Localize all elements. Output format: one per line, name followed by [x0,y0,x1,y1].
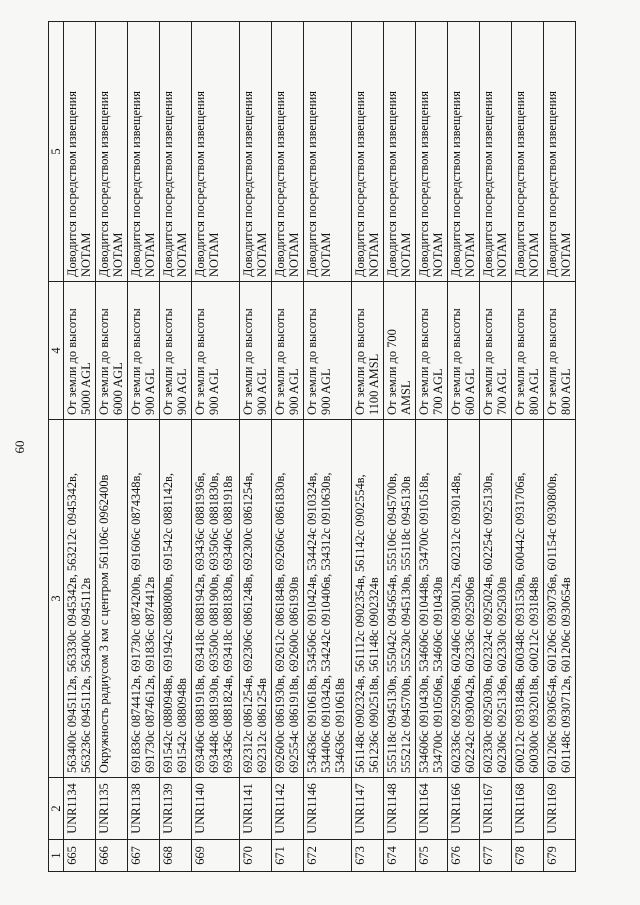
activation-notice-line: Доводится посредством извещения [513,91,527,277]
area-coordinates [96,420,128,778]
vertical-limits-line: 900 AGL [207,368,221,415]
column-header: 2 [49,778,64,840]
activation-notice-line: NOTAM [319,232,333,277]
table-row [512,22,544,872]
area-coordinates [544,420,576,778]
area-code: UNR1140 [192,778,240,840]
vertical-limits-line: 800 AGL [527,368,541,415]
row-number: 670 [240,840,272,872]
activation-notice-line: NOTAM [463,232,477,277]
area-code: UNR1138 [128,778,160,840]
area-code: UNR1166 [448,778,480,840]
activation-notice-line: NOTAM [399,232,413,277]
activation-notice [480,22,512,282]
vertical-limits [64,282,96,420]
table-row [192,22,240,872]
area-code: UNR1142 [272,778,304,840]
row-number: 669 [192,840,240,872]
area-coordinates-line: 692600с 0861930в, 692612с 0861848в, 692606с 0861830в, [273,472,287,773]
area-coordinates-line: 555118с 0945130в, 555042с 0945654в, 555106с 0945700в, [385,473,399,773]
activation-notice [512,22,544,282]
row-number: 679 [544,840,576,872]
area-coordinates [272,420,304,778]
area-coordinates-line: 534636с 0910618в [333,678,347,773]
area-coordinates [240,420,272,778]
vertical-limits-line: От земли до высоты [193,308,207,415]
area-coordinates-line: 691542с 0880948в, 691942с 0880800в, 691542с 0881142в, [161,473,175,773]
activation-notice-line: Доводится посредством извещения [481,91,495,277]
area-coordinates-line: 602330с 0925030в, 602324с 0925024в, 602254с 0925130в, [481,472,495,773]
area-coordinates-line: 563400с 0945112в, 563330с 0945342в, 563212с 0945342в, [65,473,79,773]
vertical-limits [240,282,272,420]
area-code: UNR1148 [384,778,416,840]
activation-notice-line: NOTAM [367,232,381,277]
row-number: 666 [96,840,128,872]
area-code: UNR1135 [96,778,128,840]
area-coordinates-line: 691730с 0874612в, 691836с 0874412в [143,576,157,773]
activation-notice-line: NOTAM [495,232,509,277]
activation-notice-line: NOTAM [527,232,541,277]
column-header: 3 [49,420,64,778]
activation-notice [272,22,304,282]
area-coordinates-line: 691836с 0874412в, 691730с 0874200в, 691606с 0874348в, [129,472,143,773]
area-coordinates-line: 600212с 0931848в, 600348с 0931530в, 600442с 0931706в, [513,472,527,773]
row-number: 676 [448,840,480,872]
activation-notice [96,22,128,282]
vertical-limits-line: От земли до высоты [97,308,111,415]
vertical-limits-line: 700 AGL [431,368,445,415]
activation-notice-line: Доводится посредством извещения [273,91,287,277]
row-number: 671 [272,840,304,872]
area-coordinates-line: 692312с 0861254в [255,678,269,773]
row-number: 675 [416,840,448,872]
activation-notice-line: NOTAM [175,232,189,277]
vertical-limits-line: От земли до высоты [513,308,527,415]
table-row [160,22,192,872]
vertical-limits [544,282,576,420]
area-coordinates-line: 693448с 0881930в, 693500с 0881900в, 693506с 0881830в, [207,472,221,773]
area-coordinates-line: 602336с 0925906в, 602406с 0930012в, 602312с 0930148в, [449,472,463,773]
vertical-limits-line: От земли до высоты [481,308,495,415]
vertical-limits-line: От земли до высоты [273,308,287,415]
vertical-limits [416,282,448,420]
table-row [64,22,96,872]
vertical-limits-line: От земли до высоты [65,308,79,415]
activation-notice-line: Доводится посредством извещения [417,91,431,277]
activation-notice-line: Доводится посредством извещения [545,91,559,277]
area-coordinates-line: 534636с 0910618в, 534506с 0910424в, 534424с 0910324в, [305,472,319,773]
vertical-limits [128,282,160,420]
vertical-limits-line: От земли до 700 [385,329,399,415]
vertical-limits-line: От земли до высоты [161,308,175,415]
area-coordinates-line: 563236с 0945112в, 563400с 0945112в [79,577,93,773]
area-coordinates-line: 692312с 0861254в, 692306с 0861248в, 692300с 0861254в, [241,472,255,773]
activation-notice-line: Доводится посредством извещения [193,91,207,277]
area-code: UNR1168 [512,778,544,840]
activation-notice [544,22,576,282]
area-coordinates-line: 534606с 0910430в, 534606с 0910448в, 534700с 0910518в, [417,472,431,773]
area-coordinates-line: 561148с 0902324в, 561112с 0902354в, 561142с 0902554в, [353,474,367,773]
area-coordinates-line: 601206с 0930654в, 601206с 0930736в, 601154с 0930800в, [545,473,559,773]
area-coordinates [304,420,352,778]
area-coordinates [384,420,416,778]
vertical-limits-line: 900 AGL [319,368,333,415]
page-number: 60 [12,440,27,454]
vertical-limits-line: 900 AGL [175,368,189,415]
area-coordinates-line: 601148с 0930712в, 601206с 0930654в [559,577,573,773]
vertical-limits-line: От земли до высоты [417,308,431,415]
area-coordinates [64,420,96,778]
table-row [384,22,416,872]
activation-notice [64,22,96,282]
area-coordinates-line: 600300с 0932018в, 600212с 0931848в [527,576,541,773]
vertical-limits-line: 6000 AGL [111,362,125,415]
vertical-limits-line: 900 AGL [287,368,301,415]
activation-notice-line: NOTAM [143,232,157,277]
vertical-limits [384,282,416,420]
row-number: 678 [512,840,544,872]
area-coordinates-line: Окружность радиусом 3 км с центром 561106с 0962400в [97,474,111,773]
vertical-limits-line: От земли до высоты [305,308,319,415]
area-coordinates-line: 691542с 0880948в [175,678,189,773]
table-row [544,22,576,872]
activation-notice-line: Доводится посредством извещения [129,91,143,277]
vertical-limits [96,282,128,420]
activation-notice-line: NOTAM [79,232,93,277]
activation-notice-line: Доводится посредством извещения [305,91,319,277]
activation-notice-line: NOTAM [111,232,125,277]
activation-notice-line: Доводится посредством извещения [353,91,367,277]
vertical-limits-line: От земли до высоты [241,308,255,415]
area-coordinates [352,420,384,778]
table-row [96,22,128,872]
vertical-limits-line: От земли до высоты [545,308,559,415]
activation-notice [448,22,480,282]
area-code: UNR1169 [544,778,576,840]
table-row [128,22,160,872]
area-code: UNR1134 [64,778,96,840]
vertical-limits-line: От земли до высоты [449,308,463,415]
activation-notice-line: NOTAM [287,232,301,277]
table-row [352,22,384,872]
area-coordinates-line: 534700с 0910506в, 534606с 0910430в [431,576,445,773]
activation-notice-line: NOTAM [559,232,573,277]
vertical-limits [304,282,352,420]
area-coordinates-line: 602306с 0925136в, 602330с 0925030в [495,576,509,773]
row-number: 668 [160,840,192,872]
activation-notice-line: NOTAM [431,232,445,277]
area-code: UNR1147 [352,778,384,840]
activation-notice [160,22,192,282]
area-coordinates-line: 692554с 0861918в, 692600с 0861930в [287,576,301,773]
vertical-limits [512,282,544,420]
area-code: UNR1139 [160,778,192,840]
column-header: 1 [49,840,64,872]
table-row [240,22,272,872]
activation-notice [192,22,240,282]
vertical-limits [352,282,384,420]
activation-notice [416,22,448,282]
vertical-limits-line: 700 AGL [495,368,509,415]
vertical-limits-line: 1100 AMSL [367,353,381,415]
vertical-limits-line: 900 AGL [255,368,269,415]
area-coordinates-line: 693406с 0881918в, 693418с 0881942в, 693436с 0881936в, [193,472,207,773]
area-coordinates [160,420,192,778]
activation-notice-line: Доводится посредством извещения [161,91,175,277]
header-row [49,22,64,872]
vertical-limits-line: От земли до высоты [129,308,143,415]
area-code: UNR1146 [304,778,352,840]
activation-notice-line: Доводится посредством извещения [97,91,111,277]
row-number: 672 [304,840,352,872]
table-row [272,22,304,872]
vertical-limits [272,282,304,420]
activation-notice [128,22,160,282]
area-code: UNR1141 [240,778,272,840]
area-coordinates-line: 602242с 0930042в, 602336с 0925906в [463,576,477,773]
area-coordinates-line: 534406с 0910342в, 534242с 0910406в, 534312с 0910630в, [319,472,333,773]
area-code: UNR1167 [480,778,512,840]
vertical-limits-line: 600 AGL [463,368,477,415]
table-row [448,22,480,872]
activation-notice-line: Доводится посредством извещения [65,91,79,277]
area-coordinates [416,420,448,778]
activation-notice-line: Доводится посредством извещения [241,91,255,277]
activation-notice [240,22,272,282]
row-number: 674 [384,840,416,872]
rotated-content [12,22,608,872]
vertical-limits [480,282,512,420]
vertical-limits-line: От земли до высоты [353,308,367,415]
row-number: 667 [128,840,160,872]
area-coordinates-line: 561236с 0902518в, 561148с 0902324в [367,577,381,773]
area-coordinates-line: 693436с 0881824в, 693418с 0881830в, 693406с 0881918в [221,475,235,773]
vertical-limits-line: 900 AGL [143,368,157,415]
column-header: 4 [49,282,64,420]
vertical-limits [160,282,192,420]
activation-notice-line: Доводится посредством извещения [449,91,463,277]
vertical-limits-line: 5000 AGL [79,362,93,415]
table-row [480,22,512,872]
column-header: 5 [49,22,64,282]
area-coordinates [448,420,480,778]
row-number: 673 [352,840,384,872]
activation-notice [352,22,384,282]
vertical-limits [448,282,480,420]
vertical-limits-line: AMSL [399,380,413,415]
activation-notice-line: NOTAM [255,232,269,277]
vertical-limits-line: 800 AGL [559,368,573,415]
area-code: UNR1164 [416,778,448,840]
activation-notice [304,22,352,282]
activation-notice-line: NOTAM [207,232,221,277]
area-coordinates [512,420,544,778]
table-body [64,22,576,872]
area-coordinates [192,420,240,778]
vertical-limits [192,282,240,420]
area-coordinates [128,420,160,778]
table-row [416,22,448,872]
table-row [304,22,352,872]
area-coordinates-line: 555212с 0945700в, 555230с 0945130в, 555118с 0945130в [399,476,413,773]
activation-notice-line: Доводится посредством извещения [385,91,399,277]
activation-notice [384,22,416,282]
row-number: 665 [64,840,96,872]
restricted-areas-table [48,21,576,872]
area-coordinates [480,420,512,778]
row-number: 677 [480,840,512,872]
